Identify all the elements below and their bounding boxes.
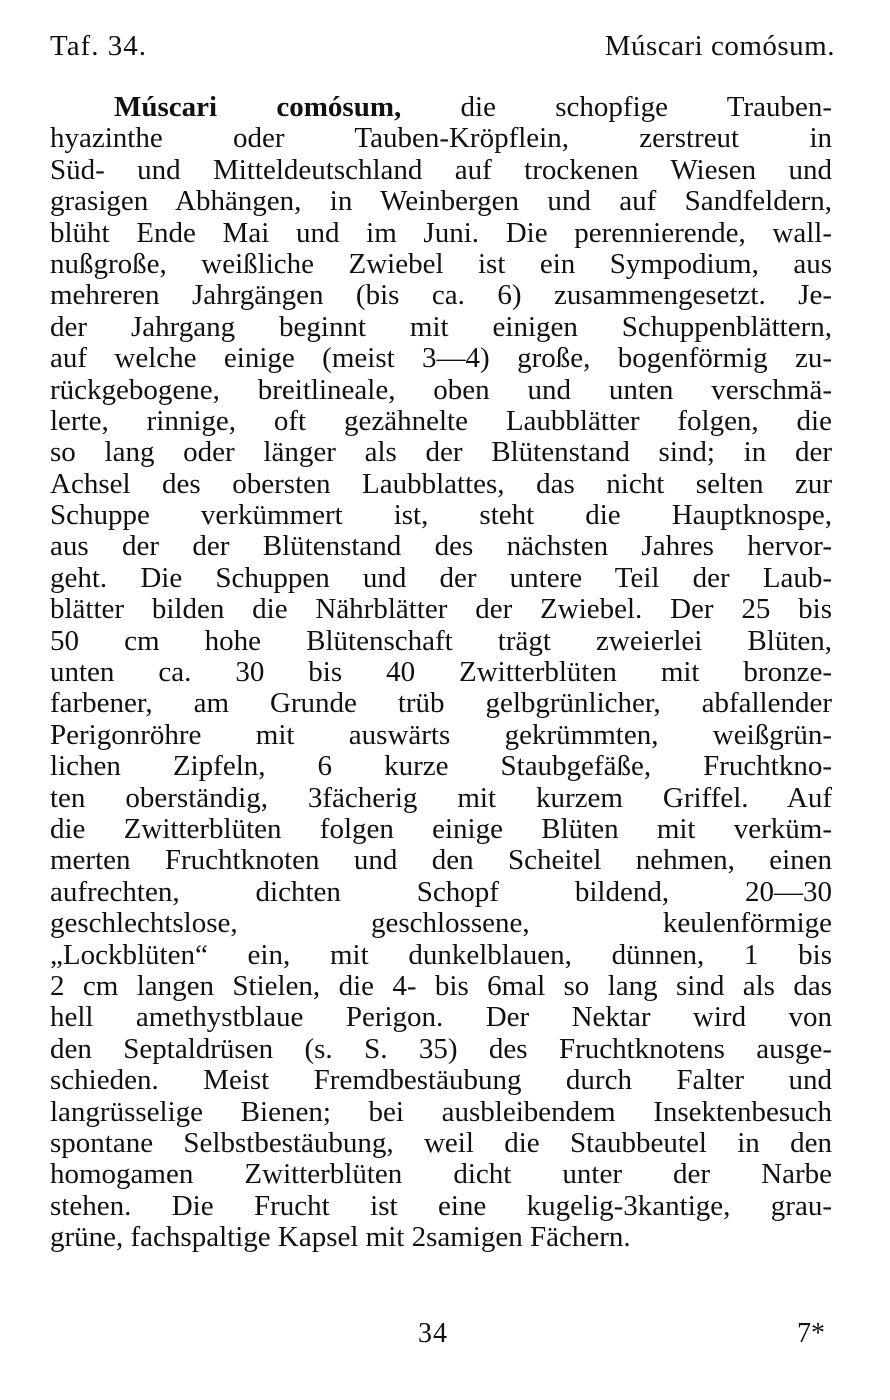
text-line: schieden. Meist Fremdbestäubung durch Falter und [50,1065,832,1097]
text-line: geht. Die Schuppen und der untere Teil der Laub- [50,562,832,594]
text-line: 50 cm hohe Blütenschaft trägt zweierlei Blüten, [50,625,832,657]
text-line: homogamen Zwitterblüten dicht unter der Narbe [50,1159,832,1191]
text-line: lichen Zipfeln, 6 kurze Staubgefäße, Fruchtkno- [50,751,832,783]
running-title: Múscari comósum. [604,30,835,62]
text-line: den Septaldrüsen (s. S. 35) des Fruchtknotens ausge- [50,1033,832,1065]
text-line: die Zwitterblüten folgen einige Blüten mit verküm- [50,813,832,845]
text-line: geschlechtslose, geschlossene, keulenförmige [50,908,832,940]
page-header [50,30,835,70]
text-line: aus der der Blütenstand des nächsten Jahres hervor- [50,531,832,563]
page-number: 34 [418,1318,448,1349]
text-line: aufrechten, dichten Schopf bildend, 20—30 [50,876,832,908]
text-line: Süd- und Mitteldeutschland auf trockenen Wiesen und [50,154,832,186]
plate-label: Taf. 34. [50,30,147,62]
text-line: mehreren Jahrgängen (bis ca. 6) zusammengesetzt. Je- [50,280,832,312]
text-line: nußgroße, weißliche Zwiebel ist ein Sympodium, aus [50,248,832,280]
body-text [50,92,832,1253]
text-line: langrüsselige Bienen; bei ausbleibendem Insektenbesuch [50,1096,832,1128]
text-line: Perigonröhre mit auswärts gekrümmten, weißgrün- [50,719,832,751]
text-line: Schuppe verkümmert ist, steht die Hauptknospe, [50,500,832,532]
text-line: rückgebogene, breitlineale, oben und unten verschmä- [50,374,832,406]
signature-mark: 7* [797,1318,825,1349]
text-line [50,92,832,123]
text-line: grasigen Abhängen, in Weinbergen und auf Sandfeldern, [50,186,832,218]
text-line: der Jahrgang beginnt mit einigen Schuppenblättern, [50,311,832,343]
text-line: hell amethystblaue Perigon. Der Nektar wird von [50,1002,832,1034]
page-footer [50,1318,835,1358]
text-line: hyazinthe oder Tauben-Kröpflein, zerstreut in [50,123,832,155]
text-line: „Lockblüten“ ein, mit dunkelblauen, dünnen, 1 bis [50,939,832,971]
text-line: grüne, fachspaltige Kapsel mit 2samigen Fächern. [50,1222,631,1254]
text-line: spontane Selbstbestäubung, weil die Staubbeutel in den [50,1127,832,1159]
text-line: lerte, rinnige, oft gezähnelte Laubblätter folgen, die [50,405,832,437]
text-line: stehen. Die Frucht ist eine kugelig-3kantige, grau- [50,1190,832,1222]
text-line: blätter bilden die Nährblätter der Zwiebel. Der 25 bis [50,594,832,626]
species-name: Múscari comósum, [114,92,402,123]
text-line: auf welche einige (meist 3—4) große, bogenförmig zu- [50,343,832,375]
text-line: blüht Ende Mai und im Juni. Die perennierende, wall- [50,217,832,249]
text-line: unten ca. 30 bis 40 Zwitterblüten mit bronze- [50,657,832,689]
text-line: merten Fruchtknoten und den Scheitel nehmen, einen [50,845,832,877]
text-line: ten oberständig, 3fächerig mit kurzem Griffel. Auf [50,782,832,814]
text-line: Achsel des obersten Laubblattes, das nicht selten zur [50,468,832,500]
text-line: so lang oder länger als der Blütenstand sind; in der [50,437,832,469]
text-line-content: die schopfige Trauben- [460,92,832,123]
text-line: 2 cm langen Stielen, die 4- bis 6mal so lang sind als das [50,970,832,1002]
text-line: farbener, am Grunde trüb gelbgrünlicher, abfallender [50,688,832,720]
